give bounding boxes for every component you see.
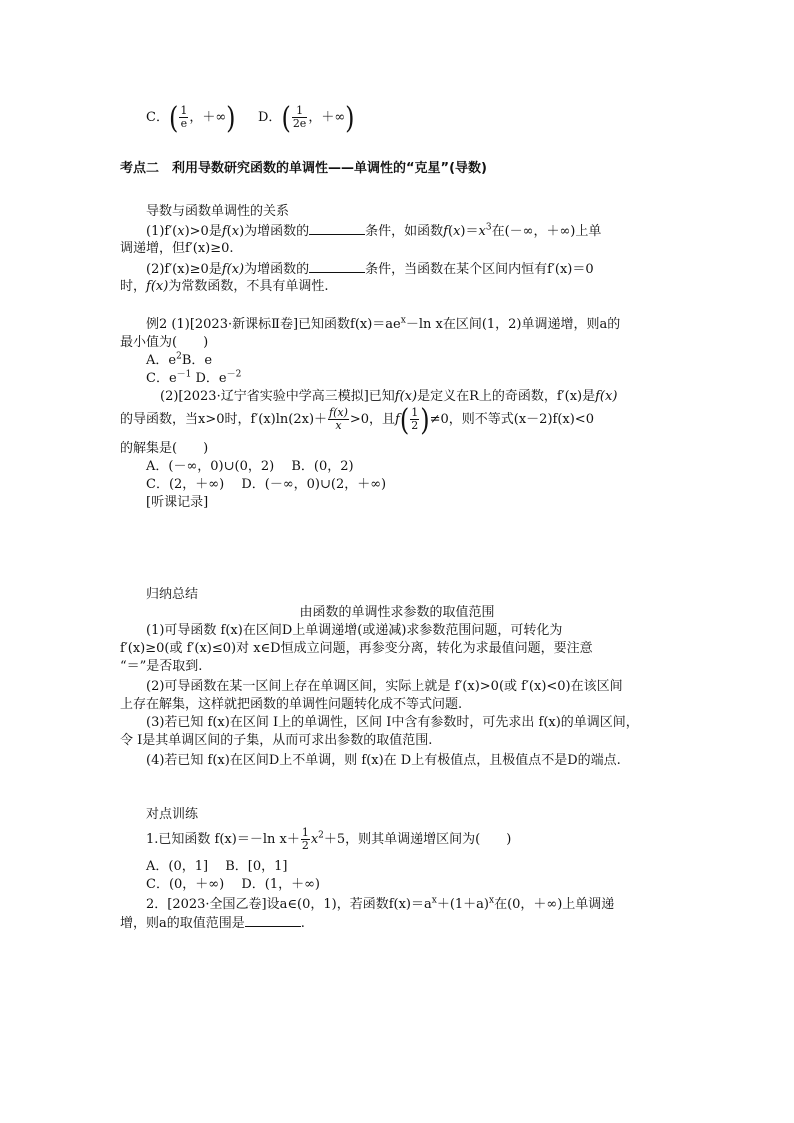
t: f(x): [221, 262, 245, 277]
option-d-fraction: [292, 105, 308, 130]
relation-line-1: [146, 222, 601, 241]
paren-right: ): [345, 100, 355, 135]
t: x: [310, 832, 319, 847]
t: x: [431, 895, 437, 906]
fill-blank: [309, 222, 365, 235]
training-q1-options-ab: A．(0，1] B．[0，1]: [146, 859, 288, 874]
relation-line-3: [146, 260, 594, 279]
example-options-ab: [146, 352, 212, 370]
paren-left: (: [399, 402, 410, 437]
example-line-2: 最小值为( ): [120, 335, 209, 350]
summary-line-1: (1)可导函数 f(x)在区间D上单调递增(或递减)求参数范围问题，可转化为: [146, 623, 563, 638]
paren-right: ): [226, 100, 236, 135]
t: f: [221, 224, 227, 239]
summary-line-3: “＝”是否取到.: [120, 659, 203, 674]
example-part2-line-2: [120, 402, 594, 437]
t: (: [447, 224, 454, 239]
relation-line-2: 调递增，但f′(x)≥0.: [120, 241, 234, 256]
t: －1: [176, 369, 192, 380]
training-q2-line-2: [120, 914, 305, 933]
t: f(x): [394, 389, 418, 404]
t: 条件，如函数: [365, 224, 444, 239]
option-c: [146, 100, 236, 135]
fraction-half: [410, 407, 419, 432]
frac-den: 2e: [292, 117, 307, 130]
t: 1.已知函数 f(x)＝－ln x＋: [146, 832, 300, 847]
t: x: [177, 224, 185, 239]
t: x: [488, 895, 495, 906]
t: A．e: [146, 353, 177, 368]
example-options-cd: [146, 370, 241, 388]
summary-title: 由函数的单调性求参数的取值范围: [299, 605, 495, 620]
t: 增，则a的取值范围是: [120, 916, 245, 931]
t: ＋(1＋a): [436, 897, 489, 912]
t: .: [300, 916, 305, 931]
section-title: 考点二 利用导数研究函数的单调性——单调性的“克星”(导数): [120, 161, 487, 176]
t: 时，: [120, 279, 147, 294]
frac-num: 1: [292, 105, 308, 118]
relation-line-4: [120, 278, 328, 296]
t: －ln x在区间(1，2)单调递增，则a的: [405, 317, 621, 332]
frac-den: 2: [411, 419, 419, 432]
option-c-label: C．: [146, 110, 169, 125]
t: x: [400, 315, 406, 326]
t: )为增函数的: [239, 224, 310, 239]
fill-blank: [245, 914, 301, 927]
example-part2-line-3: 的解集是( ): [120, 441, 209, 456]
t: f(x): [595, 389, 618, 404]
option-c-tail: ，＋∞: [189, 110, 227, 125]
example-line-1: [146, 316, 620, 334]
relation-heading: 导数与函数单调性的关系: [146, 204, 290, 219]
summary-line-4: (2)可导函数在某一区间上存在单调区间，实际上就是 f′(x)>0(或 f′(x)<0)在该区间: [146, 679, 623, 694]
t: (2)[2023·辽宁省实验中学高三模拟]已知: [160, 389, 395, 404]
t: 是定义在R上的奇函数，f′(x)是: [417, 389, 596, 404]
t: (2)f′(x)≥0是: [146, 262, 222, 277]
summary-line-2: f′(x)≥0(或 f′(x)≤0)对 x∈D恒成立问题，再参变分离，转化为求最值问题，要注意: [120, 641, 593, 656]
frac-num: 1: [411, 406, 419, 419]
t: >0，且: [349, 412, 396, 427]
t: 3: [485, 222, 492, 233]
fill-blank: [309, 260, 365, 273]
training-heading: 对点训练: [146, 807, 199, 822]
paren-left: (: [168, 100, 179, 135]
fraction-half: [301, 827, 310, 852]
frac-den: x: [335, 419, 342, 432]
t: (1)f′(: [146, 224, 178, 239]
training-q1-options-cd: C．(0，＋∞) D．(1，＋∞): [146, 877, 320, 892]
summary-line-8: (4)若已知 f(x)在区间D上不单调，则 f(x)在 D上有极值点，且极值点不是D的端点.: [146, 753, 621, 768]
t: 例2 (1)[2023·新课标Ⅱ卷]已知函数f(x)＝ae: [146, 317, 401, 332]
frac-num: 1: [180, 104, 188, 117]
option-d: [258, 100, 355, 135]
example-part2-options-cd: C．(2，＋∞) D．(－∞，0)∪(2，＋∞): [146, 477, 387, 492]
t: 条件，当函数在某个区间内恒有f′(x)＝0: [365, 262, 594, 277]
t: f(x): [146, 279, 169, 294]
summary-heading: 归纳总结: [146, 587, 199, 602]
fraction-fx-over-x: [328, 407, 349, 432]
option-d-tail: ，＋∞: [308, 110, 346, 125]
example-part2-line-1: [160, 388, 617, 406]
t: f: [395, 412, 400, 427]
frac-den: e: [180, 117, 188, 130]
t: ＋5，则其单调递增区间为( ): [323, 832, 512, 847]
frac-num: f(x): [329, 406, 348, 419]
summary-line-5: 上存在解集，这样就把函数的单调性问题转化成不等式问题.: [120, 697, 463, 712]
t: 为增函数的: [244, 262, 310, 277]
t: x: [478, 224, 486, 239]
t: 2: [318, 830, 324, 841]
t: 在(0，＋∞)上单调递: [494, 897, 615, 912]
t: x: [453, 224, 461, 239]
t: 在(－∞，＋∞)上单: [491, 224, 602, 239]
t: f: [443, 224, 448, 239]
t: x: [231, 224, 240, 239]
summary-line-7: 令 I是其单调区间的子集，从而可求出参数的取值范围.: [120, 733, 433, 748]
t: 的导函数，当x>0时，f′(x)ln(2x)＋: [120, 412, 328, 427]
t: )＝: [460, 224, 479, 239]
paren-left: (: [281, 100, 291, 135]
notes-label: [听课记录]: [146, 495, 209, 510]
t: (: [226, 224, 232, 239]
t: )>0是: [184, 224, 222, 239]
t: D．e: [191, 371, 227, 386]
t: C．e: [146, 371, 177, 386]
frac-num: 1: [301, 826, 309, 839]
frac-den: 2: [301, 839, 309, 852]
option-c-fraction: [179, 105, 188, 130]
t: －2: [226, 369, 242, 380]
t: 2．[2023·全国乙卷]设a∈(0，1)，若函数f(x)＝a: [146, 897, 432, 912]
option-d-label: D．: [258, 110, 282, 125]
training-q1: [146, 826, 511, 854]
paren-right: ): [420, 402, 430, 437]
summary-line-6: (3)若已知 f(x)在区间 I上的单调性，区间 I中含有参数时，可先求出 f(x)的单调区间，: [146, 715, 639, 730]
t: 2: [176, 351, 182, 362]
t: 为常数函数，不具有单调性.: [168, 279, 329, 294]
example-part2-options-ab: A．(－∞，0)∪(0，2) B．(0，2): [146, 459, 354, 474]
t: ≠0，则不等式(x－2)f(x)<0: [429, 412, 594, 427]
t: B．e: [181, 353, 213, 368]
training-q2-line-1: [146, 896, 614, 914]
